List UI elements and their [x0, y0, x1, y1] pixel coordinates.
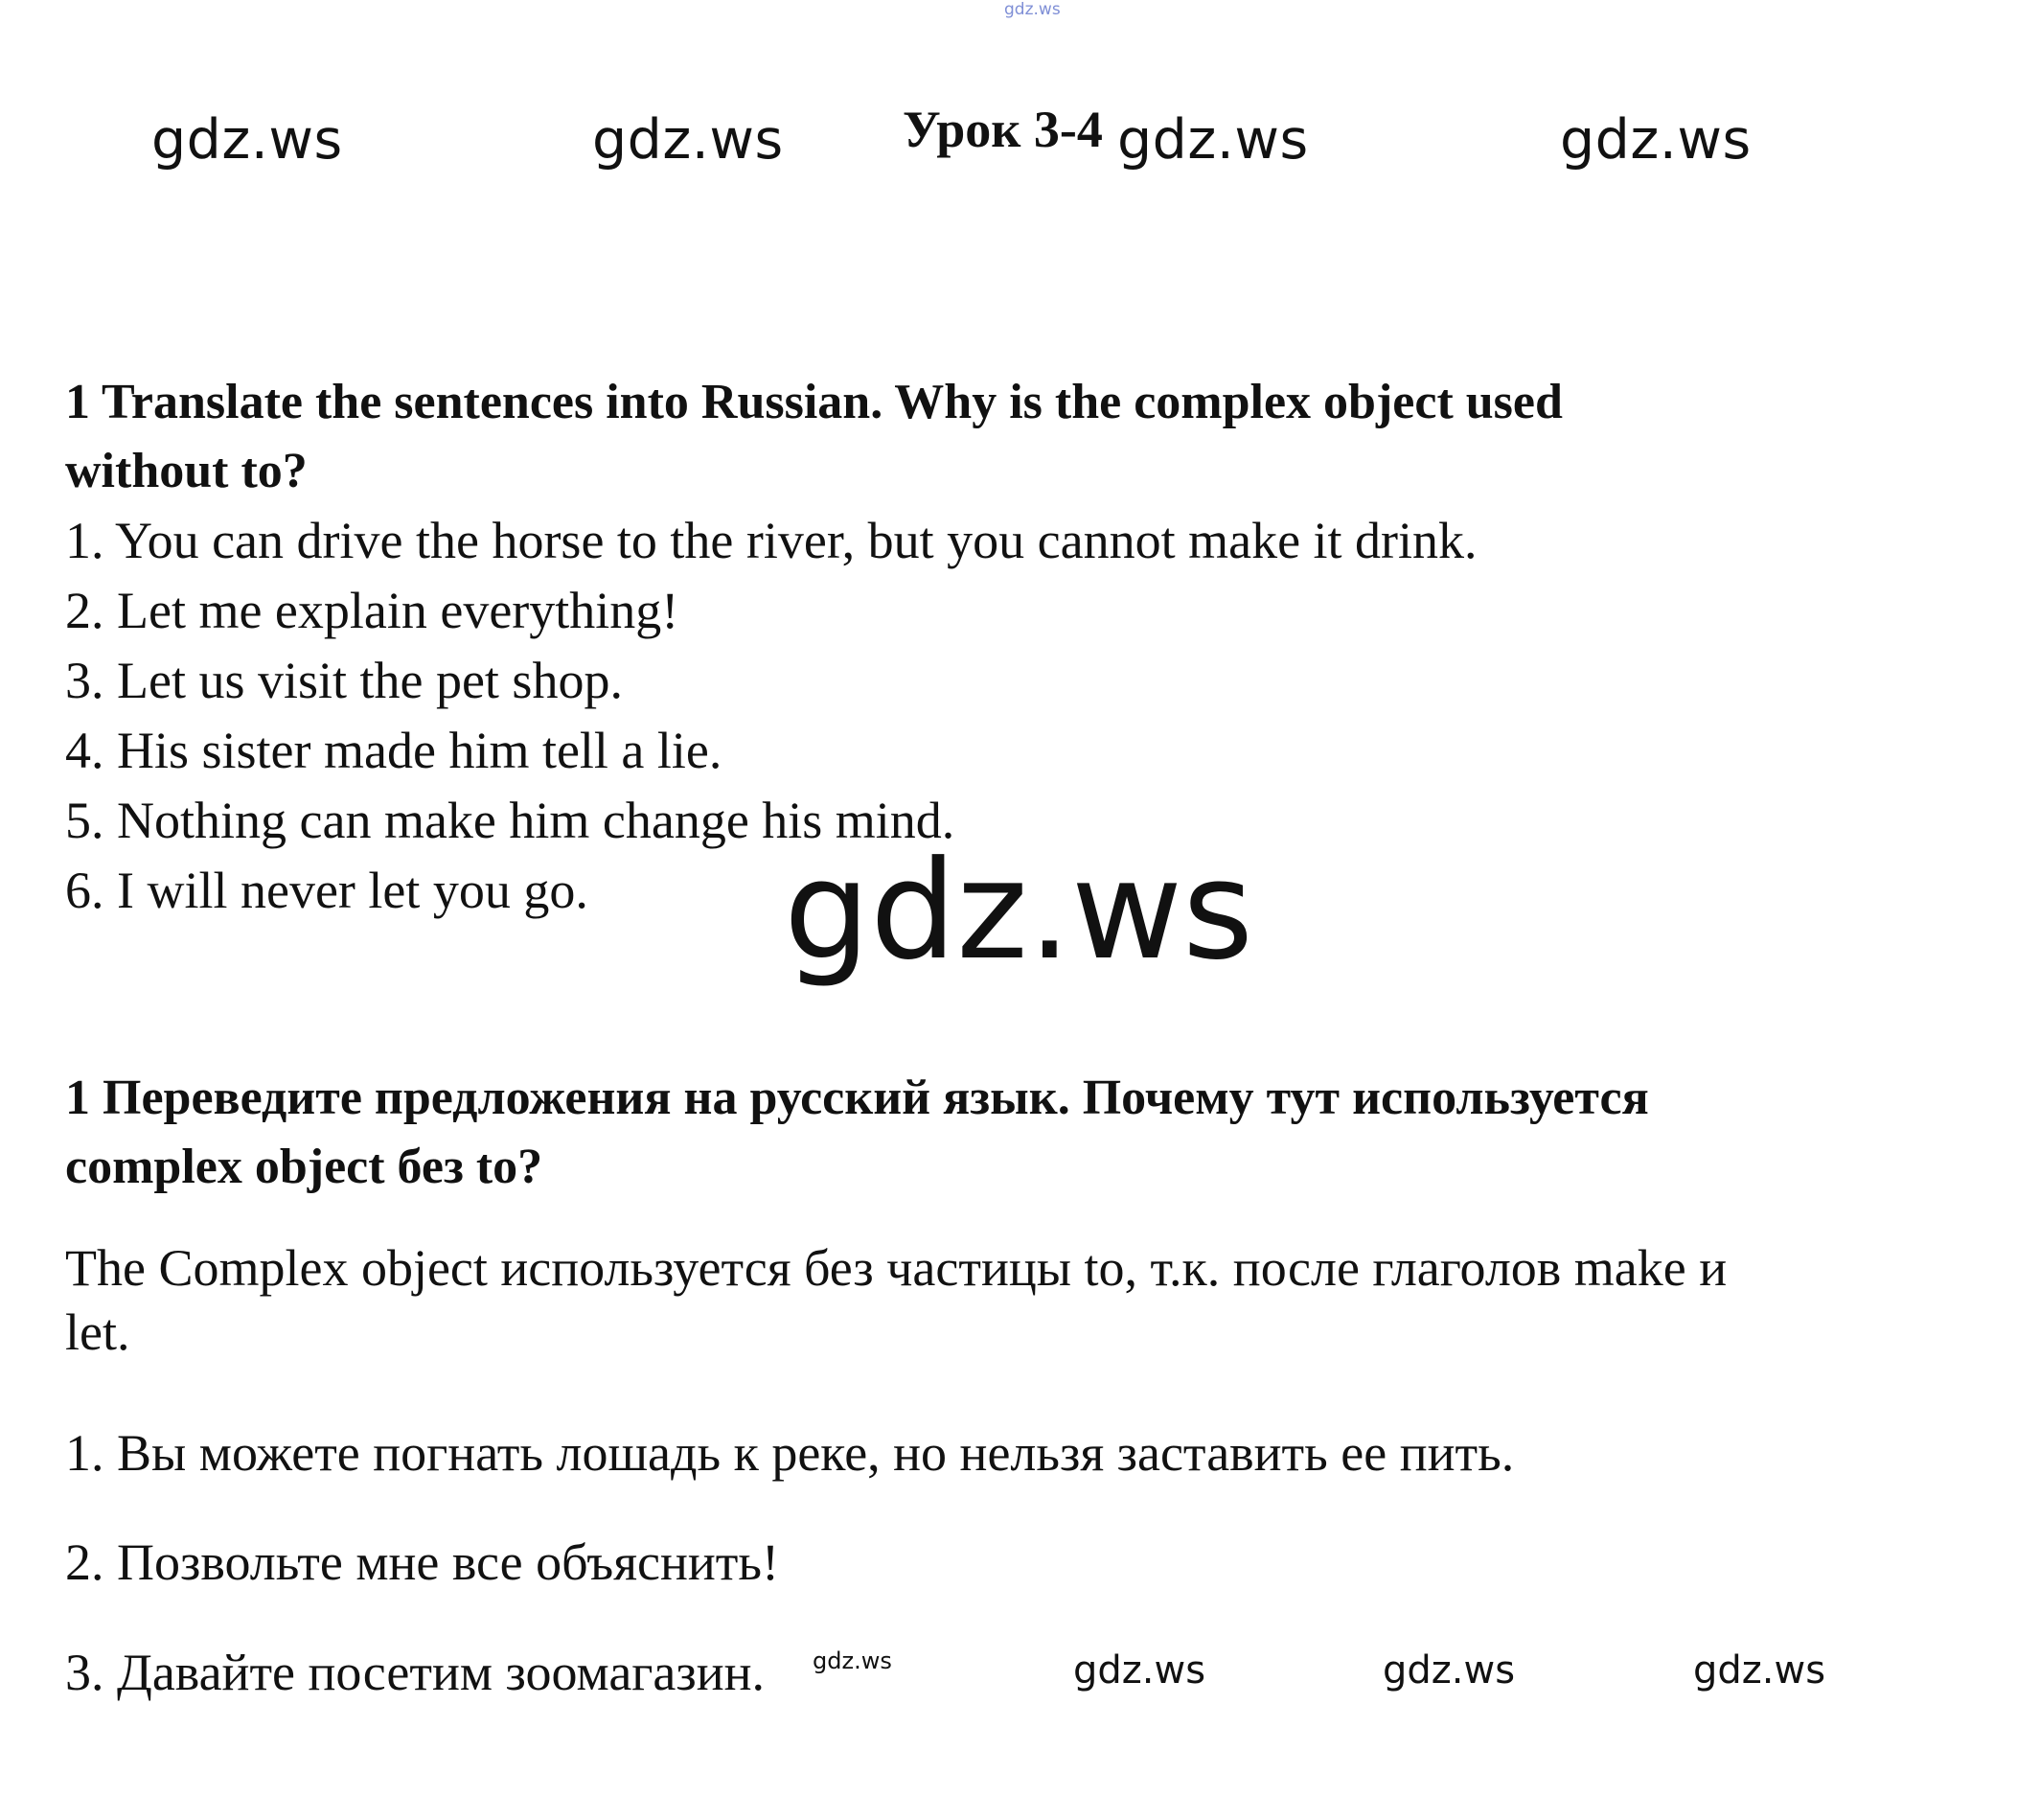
- task-en-title-line2: without to?: [65, 444, 308, 498]
- answer-ru-2: 2. Позвольте мне все объяснить!: [65, 1533, 780, 1591]
- sentence-en-6: 6. I will never let you go.: [65, 862, 588, 919]
- watermark-tiny: gdz.ws: [813, 1647, 892, 1674]
- task-en-title-line1: 1 Translate the sentences into Russian. Why is the complex object used: [65, 375, 1563, 429]
- watermark-big: gdz.ws: [784, 832, 1254, 990]
- watermark-header-3: gdz.ws: [1117, 108, 1309, 172]
- watermark-footer-2: gdz.ws: [1383, 1648, 1516, 1693]
- sentence-en-4: 4. His sister made him tell a lie.: [65, 722, 722, 779]
- watermark-header-4: gdz.ws: [1560, 108, 1752, 172]
- lesson-title: Урок 3-4: [903, 101, 1103, 158]
- sentence-en-5: 5. Nothing can make him change his mind.: [65, 792, 955, 849]
- task-ru-title-line2: complex object без to?: [65, 1140, 543, 1194]
- watermark-header-2: gdz.ws: [592, 108, 784, 172]
- sentence-en-3: 3. Let us visit the pet shop.: [65, 652, 623, 709]
- explanation-line2: let.: [65, 1303, 130, 1361]
- watermark-footer-1: gdz.ws: [1073, 1648, 1206, 1693]
- explanation: [65, 1236, 1943, 1365]
- watermark-footer-3: gdz.ws: [1693, 1648, 1826, 1693]
- answer-ru-3: 3. Давайте посетим зоомагазин.: [65, 1644, 766, 1701]
- task-ru-title-line1: 1 Переведите предложения на русский язык. Почему тут используется: [65, 1071, 1649, 1125]
- sentence-en-1: 1. You can drive the horse to the river, but you cannot make it drink.: [65, 512, 1478, 569]
- sentence-en-2: 2. Let me explain everything!: [65, 582, 679, 639]
- watermark-top: gdz.ws: [1004, 0, 1061, 19]
- answer-ru-1: 1. Вы можете погнать лошадь к реке, но нельзя заставить ее пить.: [65, 1424, 1515, 1482]
- task-ru: [65, 1064, 1943, 1202]
- explanation-line1: The Complex object используется без частицы to, т.к. после глаголов make и: [65, 1239, 1728, 1297]
- watermark-header-1: gdz.ws: [151, 108, 343, 172]
